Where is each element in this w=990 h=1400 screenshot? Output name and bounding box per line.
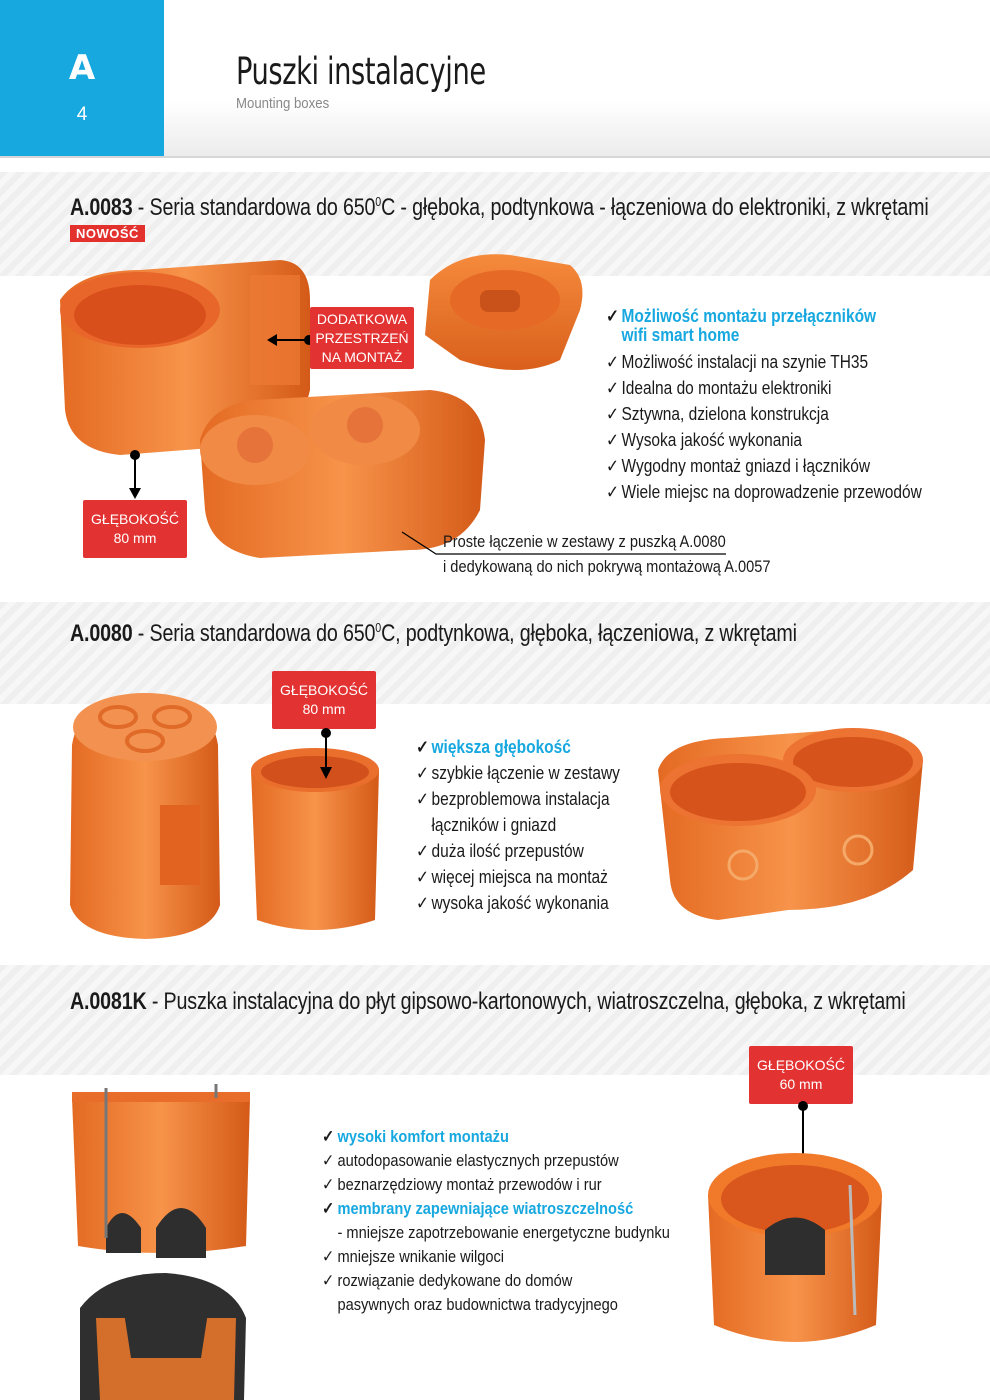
section1-code: A.0083: [70, 194, 133, 221]
new-badge: NOWOŚĆ: [70, 225, 145, 242]
feature-item: ✓ mniejsze wnikanie wilgoci: [322, 1247, 505, 1266]
feature-item: ✓ Idealna do montażu elektroniki: [606, 378, 832, 398]
feature-item: wifi smart home: [621, 325, 740, 345]
section2-title: A.0080 - Seria standardowa do $650^0C$, podtynkowa, głęboka, łączeniowa, z wkrętami: [70, 620, 797, 647]
feature-item: ✓ Wygodny montaż gniazd i łączników: [606, 456, 871, 476]
section3-boxes-left: [66, 1078, 256, 1400]
feature-item: ✓ wysoki komfort montażu: [322, 1127, 509, 1146]
depth-arrow-2: [316, 725, 336, 781]
feature-item: ✓ szybkie łączenie w zestawy: [416, 763, 620, 783]
section3-features: [322, 1125, 670, 1317]
feature-item: ✓ membrany zapewniające wiatroszczelność: [322, 1199, 634, 1218]
feature-item: ✓ rozwiązanie dedykowane do domów: [322, 1271, 573, 1290]
section2-box-closed: [60, 685, 230, 945]
feature-item: ✓ beznarzędziowy montaż przewodów i rur: [322, 1175, 602, 1194]
feature-item: ✓ Sztywna, dzielona konstrukcja: [606, 404, 829, 424]
feature-item: pasywnych oraz budownictwa tradycyjnego: [337, 1295, 618, 1314]
feature-item: ✓ wysoka jakość wykonania: [416, 893, 609, 913]
depth-label-2: GŁĘBOKOŚĆ 80 mm: [272, 671, 376, 729]
feature-item: ✓ Możliwość montażu przełączników: [606, 306, 877, 326]
section2-double-box: [648, 710, 938, 940]
section2-box-open: [245, 740, 385, 940]
section1-title: A.0083 - Seria standardowa do $650^0C$ - głęboka, podtynkowa - łączeniowa do elektroniki, z wkrętami: [70, 194, 929, 221]
section1-caption: Proste łączenie w zestawy z puszką A.0080 i dedykowaną do nich pokrywą montażową A.0057: [443, 532, 771, 576]
feature-item: łączników i gniazd: [431, 815, 557, 835]
feature-item: ✓ Wiele miejsc na doprowadzenie przewodów: [606, 482, 922, 502]
depth-label-1: GŁĘBOKOŚĆ 80 mm: [83, 500, 187, 558]
depth-label-3: GŁĘBOKOŚĆ 60 mm: [749, 1046, 853, 1104]
extra-space-label: DODATKOWA PRZESTRZEŃ NA MONTAŻ: [310, 307, 414, 369]
feature-item: ✓ bezproblemowa instalacja: [416, 789, 610, 809]
feature-item: ✓ większa głębokość: [416, 737, 571, 757]
feature-item: - mniejsze zapotrzebowanie energetyczne budynku: [337, 1223, 670, 1242]
page-number: 4: [76, 104, 88, 125]
feature-item: ✓ Wysoka jakość wykonania: [606, 430, 803, 450]
depth-arrow-1: [125, 448, 145, 500]
feature-item: ✓ duża ilość przepustów: [416, 841, 584, 861]
section2-features: [416, 734, 620, 916]
section3-title: A.0081K - Puszka instalacyjna do płyt gipsowo-kartonowych, wiatroszczelna, głęboka, z wkrętami: [70, 988, 906, 1015]
page-title: Puszki instalacyjne: [236, 50, 486, 93]
section3-box-right: [700, 1145, 890, 1360]
feature-item: ✓ autodopasowanie elastycznych przepustów: [322, 1151, 619, 1170]
header-divider: [0, 156, 990, 158]
section2-code: A.0080: [70, 620, 133, 647]
page-subtitle: Mounting boxes: [236, 95, 330, 112]
section3-code: A.0081K: [70, 988, 147, 1015]
space-arrow: [265, 330, 315, 350]
feature-item: ✓ więcej miejsca na montaż: [416, 867, 608, 887]
feature-item: ✓ Możliwość instalacji na szynie TH35: [606, 352, 869, 372]
chapter-letter: A: [68, 48, 96, 88]
chapter-tab: [0, 0, 164, 156]
section1-features: [606, 307, 922, 505]
